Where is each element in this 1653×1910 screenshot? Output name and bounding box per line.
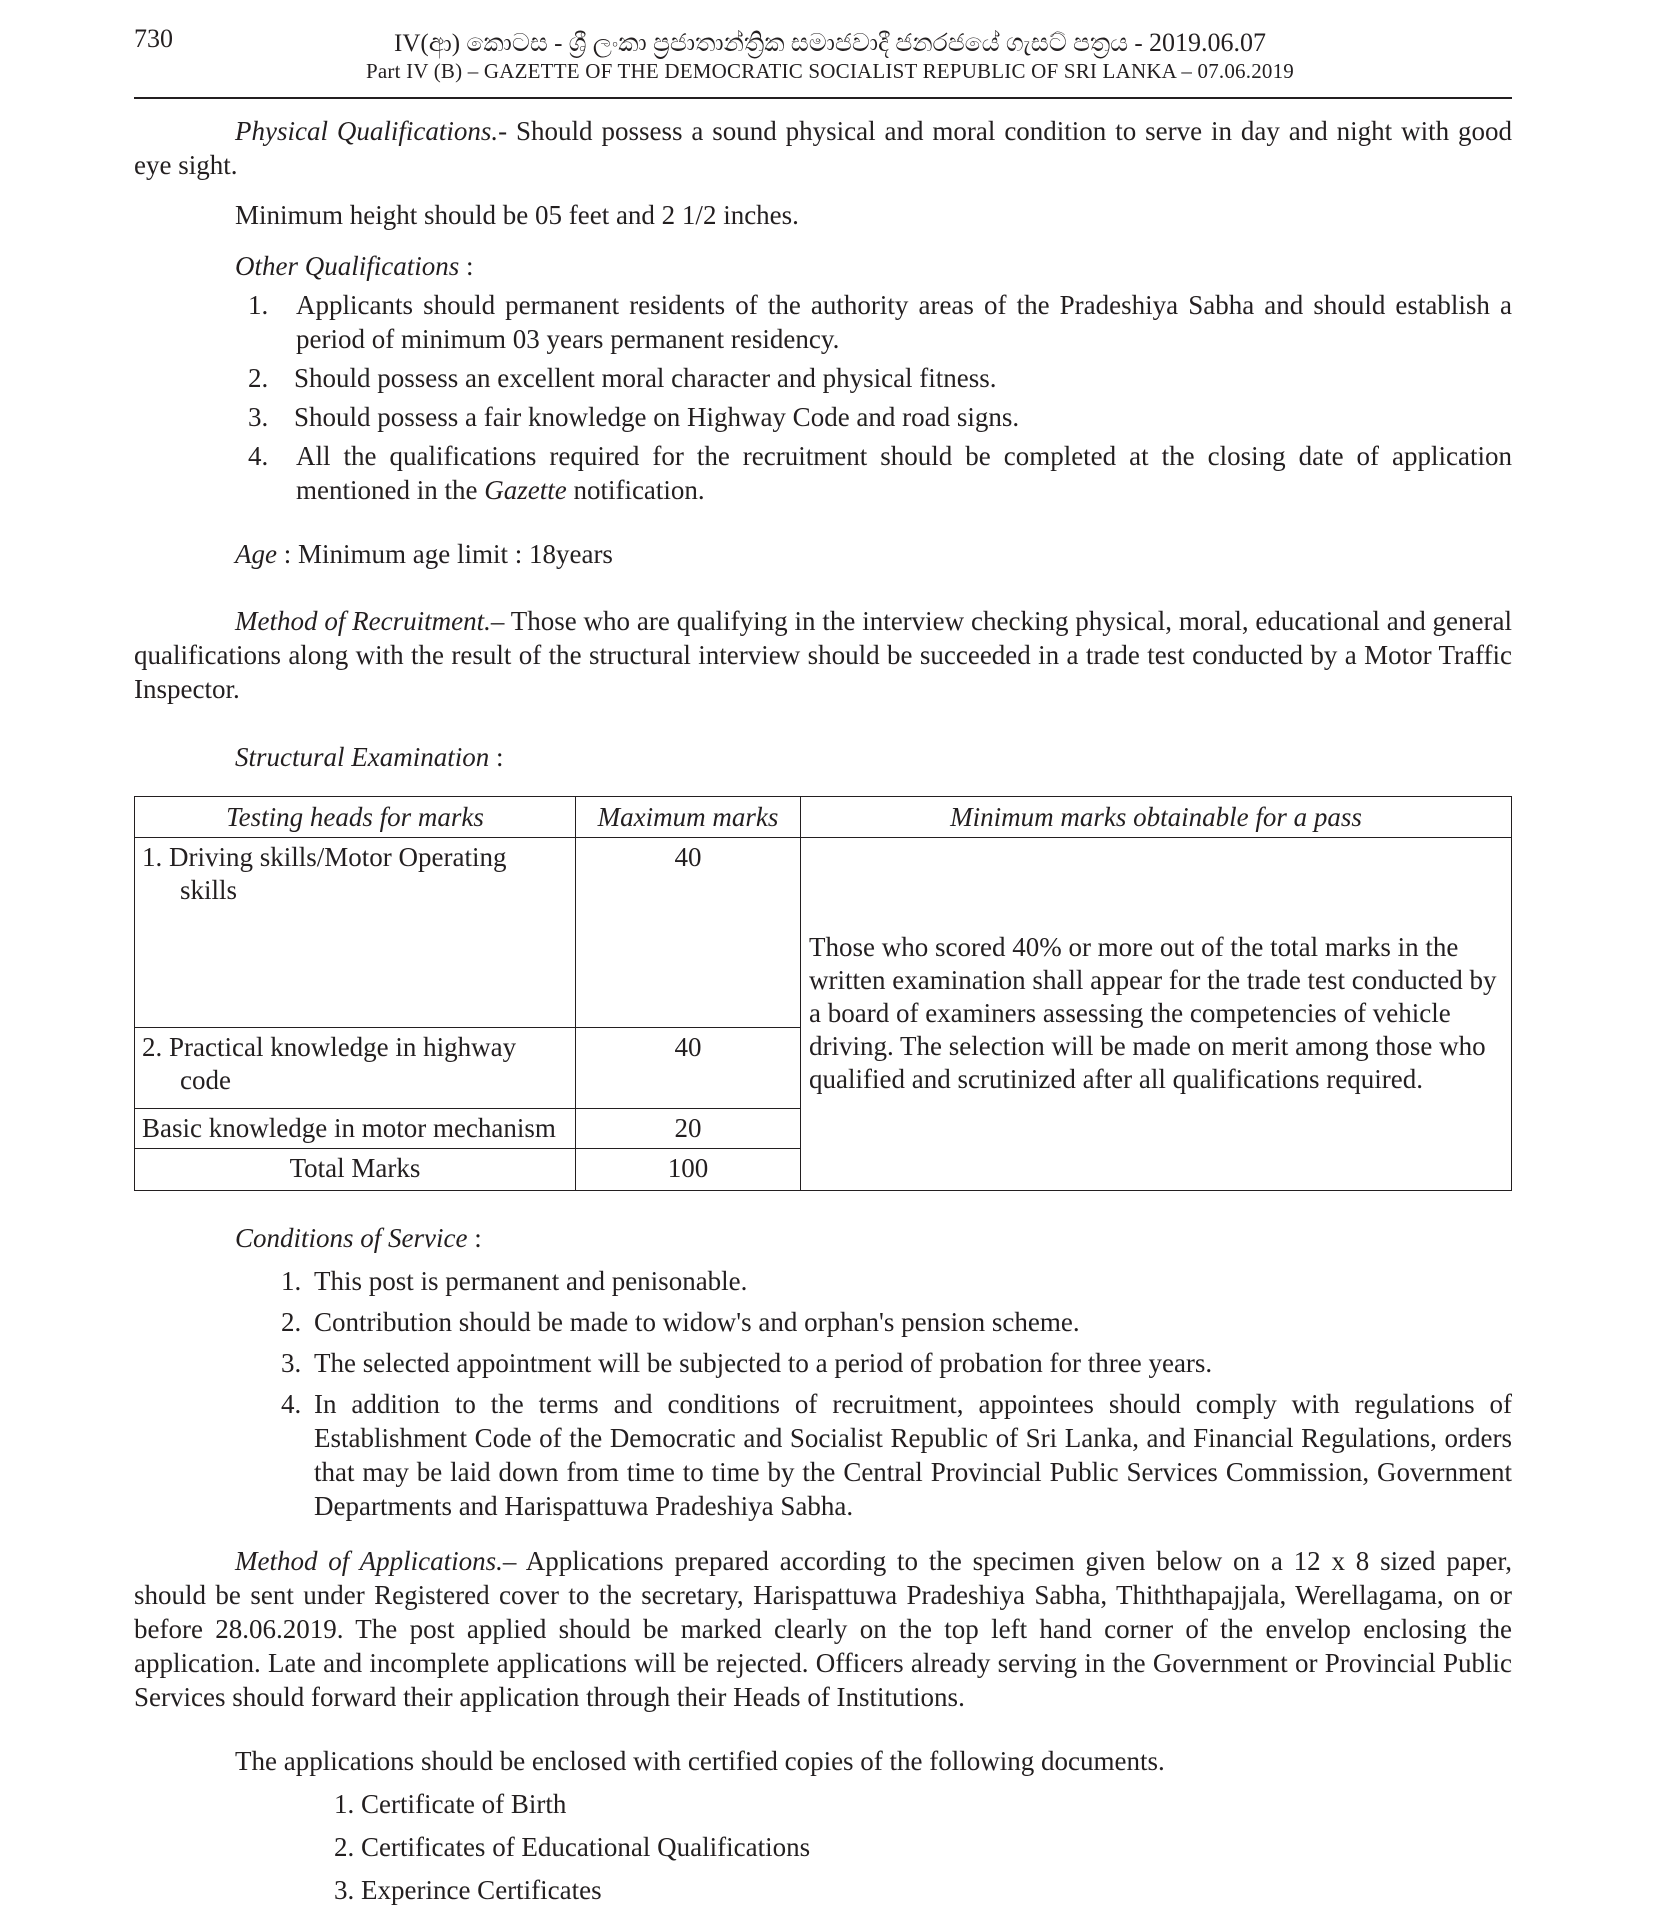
table-cell-marks: 40	[576, 838, 801, 1028]
method-of-recruitment-label: Method of Recruitment.	[235, 606, 491, 636]
list-item-text: Should possess an excellent moral character and physical fitness.	[294, 363, 997, 393]
table-cell-head-text: 2. Practical knowledge in highway code	[142, 1032, 517, 1095]
list-item-text-end: notification.	[566, 475, 705, 505]
physical-qualifications-paragraph	[134, 114, 1512, 182]
table-header-minimum-marks: Minimum marks obtainable for a pass	[801, 797, 1512, 838]
documents-intro: The applications should be enclosed with certified copies of the following documents.	[235, 1746, 1165, 1776]
table-cell-head	[135, 1028, 576, 1109]
document-item: 3. Experince Certificates	[334, 1875, 602, 1905]
structural-examination-table	[134, 796, 1512, 1191]
gazette-sinhala-title	[330, 26, 1330, 61]
table-cell-total-label: Total Marks	[135, 1149, 576, 1191]
age-label: Age	[235, 539, 277, 569]
method-of-applications-label: Method of Applications.	[235, 1546, 503, 1576]
table-cell-total-marks: 100	[576, 1149, 801, 1191]
list-item-number: 4.	[281, 1389, 302, 1419]
conditions-of-service-colon: :	[467, 1223, 482, 1253]
list-item-number: 1.	[281, 1266, 302, 1296]
method-of-recruitment-paragraph	[134, 604, 1512, 706]
table-cell-head: Basic knowledge in motor mechanism	[135, 1109, 576, 1149]
list-item	[134, 1387, 1512, 1523]
table-cell-pass-criteria: Those who scored 40% or more out of the total marks in the written examination shall appear for the trade test conducted by a board of examiners assessing the competencies of vehicle driving. The selection will be made on merit among those who qualified and scrutinized after all qualifications required.	[801, 838, 1512, 1191]
minimum-height-text: Minimum height should be 05 feet and 2 1/2 inches.	[235, 200, 799, 230]
list-item-text: Applicants should permanent residents of the authority areas of the Pradeshiya Sabha and should establish a period of minimum 03 years permanent residency.	[296, 290, 1512, 354]
table-cell-head	[135, 838, 576, 1028]
list-item	[134, 400, 1512, 434]
list-item-text: In addition to the terms and conditions of recruitment, appointees should comply with regulations of Establishment Code of the Democratic and Socialist Republic of Sri Lanka, and Financial Regulations, orders that may be laid down from time to time by the Central Provincial Public Services Commission, Government Departments and Harispattuwa Pradeshiya Sabha.	[314, 1389, 1512, 1521]
document-item: 2. Certificates of Educational Qualifications	[334, 1832, 811, 1862]
page-number: 730	[134, 24, 173, 53]
structural-examination-colon: :	[489, 742, 504, 772]
other-qualifications-label: Other Qualifications	[235, 251, 460, 281]
list-item	[134, 1305, 1512, 1339]
method-of-applications-text: – Applications prepared according to the specimen given below on a 12 x 8 sized paper, should be sent under Registered cover to the secretary, Harispattuwa Pradeshiya Sabha, Thiththapajjala, Werellagama, on or before 28.06.2019. The post applied should be marked clearly on the top left hand corner of the envelop enclosing the application. Late and incomplete applications will be rejected. Officers already serving in the Government or Provincial Public Services should forward their application through their Heads of Institutions.	[134, 1546, 1513, 1712]
header-divider	[134, 97, 1512, 99]
conditions-of-service-label: Conditions of Service	[235, 1223, 468, 1253]
list-item-number: 3.	[281, 1348, 302, 1378]
sinhala-title-text: IV(ආ) කොටස - ශ්‍රී ලංකා ප්‍රජාතාන්ත්‍රික සමාජවාදී ජනරජයේ ගැසට් පත්‍රය -	[394, 30, 1143, 57]
conditions-of-service-heading	[235, 1221, 482, 1255]
gazette-english-title: Part IV (B) – GAZETTE OF THE DEMOCRATIC SOCIALIST REPUBLIC OF SRI LANKA – 07.06.2019	[366, 59, 1294, 83]
list-item-text: All the qualifications required for the recruitment should be completed at the closing date of application mentioned in the	[296, 441, 1512, 505]
method-of-recruitment-text: – Those who are qualifying in the interview checking physical, moral, educational and general qualifications along with the result of the structural interview should be succeeded in a trade test conducted by a Motor Traffic Inspector.	[134, 606, 1512, 704]
conditions-of-service-list	[134, 1264, 1512, 1523]
list-item-number: 2.	[281, 1307, 302, 1337]
table-row	[135, 838, 1512, 1028]
list-item	[134, 361, 1512, 395]
table-cell-marks: 20	[576, 1109, 801, 1149]
sinhala-title-date: 2019.06.07	[1148, 28, 1266, 57]
list-item-text: The selected appointment will be subjected to a period of probation for three years.	[314, 1348, 1213, 1378]
table-header-maximum-marks: Maximum marks	[576, 797, 801, 838]
list-item	[134, 288, 1512, 356]
list-item	[134, 439, 1512, 507]
structural-examination-heading	[235, 740, 504, 774]
method-of-applications-paragraph	[134, 1544, 1512, 1714]
list-item	[134, 1264, 1512, 1298]
document-item: 1. Certificate of Birth	[334, 1789, 567, 1819]
age-text: : Minimum age limit : 18years	[276, 539, 613, 569]
other-qualifications-colon: :	[459, 251, 474, 281]
age-line	[235, 537, 613, 571]
other-qualifications-heading	[235, 249, 474, 283]
list-item-number: 3.	[248, 402, 269, 432]
list-item-number: 1.	[248, 290, 269, 320]
list-item-number: 4.	[248, 441, 269, 471]
structural-examination-label: Structural Examination	[235, 742, 490, 772]
table-cell-marks: 40	[576, 1028, 801, 1109]
list-item-text: Contribution should be made to widow's and orphan's pension scheme.	[314, 1307, 1080, 1337]
table-cell-head-text: 1. Driving skills/Motor Operating skills	[142, 842, 507, 905]
other-qualifications-list	[134, 288, 1512, 507]
gazette-italic: Gazette	[484, 475, 567, 505]
table-header-row	[135, 797, 1512, 838]
physical-qualifications-text: - Should possess a sound physical and moral condition to serve in day and night with good eye sight.	[134, 116, 1512, 180]
table-header-testing-heads: Testing heads for marks	[135, 797, 576, 838]
list-item	[134, 1346, 1512, 1380]
list-item-number: 2.	[248, 363, 269, 393]
physical-qualifications-label: Physical Qualifications.	[235, 116, 499, 146]
list-item-text: Should possess a fair knowledge on Highway Code and road signs.	[294, 402, 1020, 432]
list-item-text: This post is permanent and penisonable.	[314, 1266, 748, 1296]
